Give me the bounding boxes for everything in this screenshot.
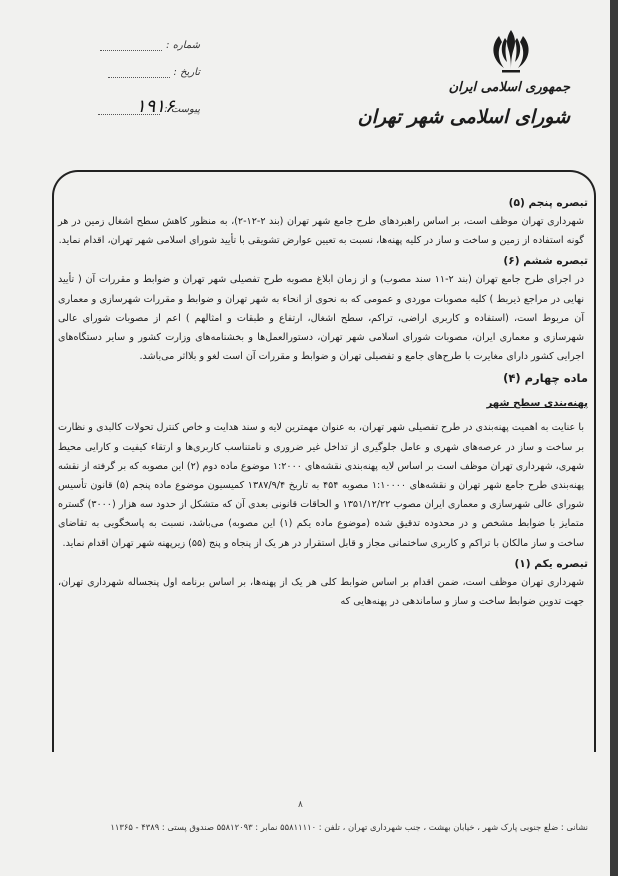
article-four-heading: ماده چهارم (۴) xyxy=(503,371,588,386)
council-title: شورای اسلامی شهر تهران xyxy=(357,106,570,128)
note-five-heading: تبصره پنجم (۵) xyxy=(508,197,588,209)
document-body xyxy=(58,194,588,613)
republic-title: جمهوری اسلامی ایران xyxy=(448,80,570,95)
note-six-heading: تبصره ششم (۶) xyxy=(503,255,588,268)
iran-emblem-icon xyxy=(484,24,538,78)
article-four-text: با عنایت به اهمیت پهنه‌بندی در طرح تفصیلی شهر تهران، به عنوان مهمترین لایه و سند هدایت و خاص کنترل تحولات کالبدی و نظارت بر ساخت و ساز در عرصه‌های شهری و عامل جلوگیری از تداخل غیر ضروری و نامتناسب کاربری‌ها و ارتقاء کیفیت و کارایی محیط شهری، شهرداری تهران موظف است بر اساس لایه پهنه‌بندی نقشه‌های ۱:۲۰۰۰ موضوع ماده دوم (۲) این مصوبه که بر گرفته از نقشه پهنه‌بندی طرح جامع شهر تهران و نقشه‌های ۱:۱۰۰۰۰ مصوبه ۴۵۴ به تاریخ ۱۳۸۷/۹/۴ کمیسیون موضوع ماده پنجم (۵) قانون تأسیس شورای عالی شهرسازی و معماری ایران مصوب ۱۳۵۱/۱۲/۲۲ و الحاقات قانونی بعدی آن که متشکل از حدود سه هزار (۳۰۰۰) گستره متمایز با ضوابط مشخص و در محدوده تدقیق شده (موضوع ماده یکم (۱) این مصوبه) می‌باشد، نسبت به پاسخگویی به تقاضای ساخت و ساز مالکان با تراکم و کاربری ساختمانی مجاز و قابل استقرار در هر یک از پنجاه و پنج (۵۵) زیرپهنه شهر تهران اقدام نماید. xyxy=(58,422,585,549)
date-label: تاریخ : xyxy=(173,67,200,78)
page-number: ۸ xyxy=(298,800,303,810)
zoning-subheading: پهنه‌بندی سطح شهر xyxy=(486,398,588,410)
note-one-heading: تبصره یکم (۱) xyxy=(514,557,588,570)
attachment-label: پیوست : xyxy=(164,104,200,115)
note-five-text: شهرداری تهران موظف است، بر اساس راهبردهای طرح جامع شهر تهران (بند ۲-۱۲-۲)، به منظور کاهش سطح اشغال زمین در هر گونه استفاده از زمین و ساخت و ساز در کلیه پهنه‌ها، نسبت به تعیین عوارض تشویقی با تأیید شورای اسلامی شهر تهران، اقدام نماید. xyxy=(58,216,584,247)
date-field xyxy=(120,67,200,78)
note-one-text: شهرداری تهران موظف است، ضمن اقدام بر اساس ضوابط کلی هر یک از پهنه‌ها، بر اساس برنامه اول پنجساله شهرداری تهران، جهت تدوین ضوابط ساخت و ساز و ساماندهی در پهنه‌هایی که xyxy=(58,576,584,608)
attachment-handwritten-value: ۱۹۱۶ xyxy=(136,96,175,117)
scan-edge xyxy=(610,0,618,876)
number-label: شماره : xyxy=(166,40,200,51)
footer-address: نشانی : ضلع جنوبی پارک شهر ، خیابان بهشت ، جنب شهرداری تهران ، تلفن : ۵۵۸۱۱۱۱۰ نمابر : ۵۵۸۱۲۰۹۳ صندوق پستی : ۴۳۸۹ - ۱۱۳۶۵ xyxy=(110,822,588,832)
note-six-text: در اجرای طرح جامع تهران (بند ۲-۱۱ سند مصوب) و از زمان ابلاغ مصوبه طرح تفصیلی شهر تهران و ضوابط و مقررات آن ( تأیید نهایی در مراجع ذیربط ) کلیه مصوبات موردی و عمومی که به نحوی از انحاء به شهر تهران و ضوابط و مقررات شهرسازی و معماری آن مربوط است، (استفاده و کاربری اراضی، تراکم، سطح اشغال، ارتفاع و طبقات و امثالهم ) اعم از مصوبات شورای عالی شهرسازی و معماری ایران، مصوبات شورای اسلامی شهر تهران، دستورالعمل‌ها و بخشنامه‌های وزارت کشور و سایر دستگاه‌های اجرایی کشور دارای مغایرت با طرح‌های جامع و تفصیلی تهران و ضوابط و مقررات آن است لغو و بلااثر می‌باشد. xyxy=(58,274,584,363)
number-field xyxy=(120,40,200,51)
